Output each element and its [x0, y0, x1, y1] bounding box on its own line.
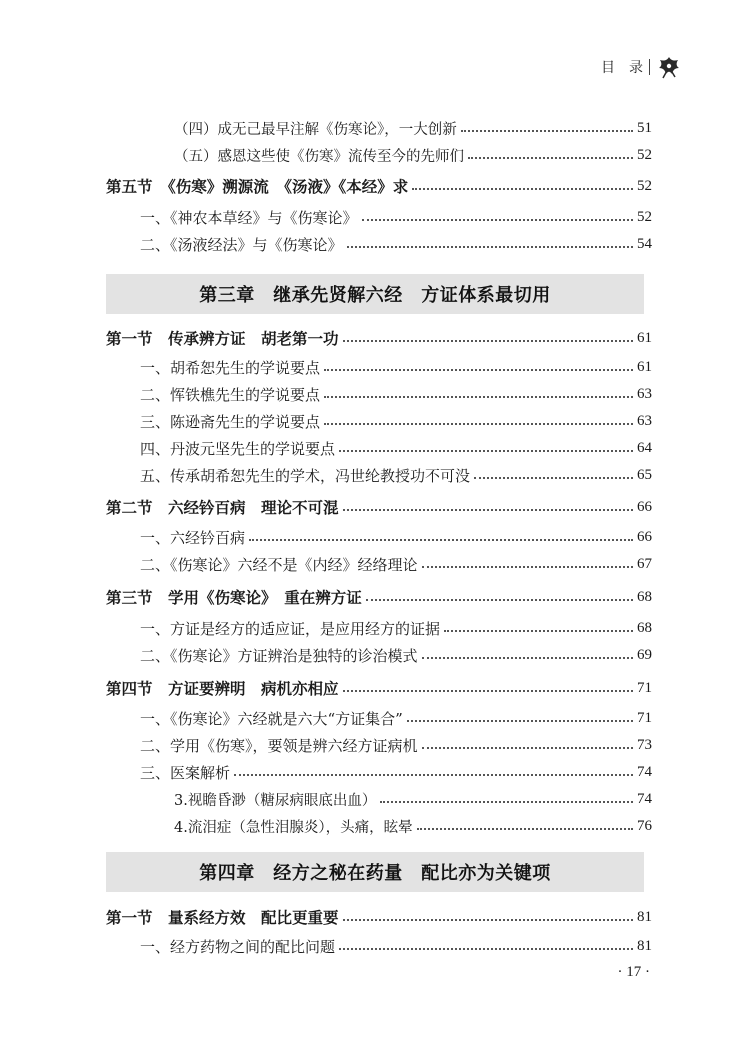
- toc-entry-title: 一、方证是经方的适应证，是应用经方的证据: [140, 619, 441, 638]
- toc-entry-page: 68: [637, 619, 652, 636]
- toc-item-entry[interactable]: [140, 759, 652, 785]
- toc-entry-page: 81: [637, 937, 652, 954]
- dot-leader: [343, 509, 633, 511]
- toc-item-entry[interactable]: [140, 354, 652, 380]
- dot-leader: [380, 801, 633, 803]
- toc-entry-page: 76: [637, 817, 652, 834]
- toc-entry-page: 61: [637, 358, 652, 375]
- toc-entry-title: 一、《神农本草经》与《伤寒论》: [140, 208, 358, 227]
- toc-entry-title: 二、恽铁樵先生的学说要点: [140, 385, 321, 404]
- dot-leader: [343, 919, 633, 921]
- toc-entry-page: 65: [637, 466, 652, 483]
- toc-entry-page: 52: [637, 146, 652, 163]
- toc-entry-title: （五）感恩这些使《伤寒》流传至今的先师们: [174, 148, 464, 165]
- toc-item-entry[interactable]: [140, 524, 652, 550]
- toc-section-entry[interactable]: [106, 494, 652, 520]
- running-header: [601, 52, 682, 82]
- toc-entry-title: 一、六经钤百病: [140, 528, 246, 547]
- toc-item-entry[interactable]: [140, 408, 652, 434]
- toc-entry-title: 二、《伤寒论》方证辨治是独特的诊治模式: [140, 646, 418, 665]
- toc-section-entry[interactable]: [106, 325, 652, 351]
- toc-entry-title: 一、《伤寒论》六经就是六大“方证集合”: [140, 709, 403, 728]
- toc-section-entry[interactable]: [106, 904, 652, 930]
- toc-subitem-entry[interactable]: [174, 786, 652, 812]
- toc-entry-page: 67: [637, 555, 652, 572]
- dot-leader: [339, 948, 633, 950]
- dot-leader: [474, 477, 633, 479]
- toc-entry-title: 第一节 量系经方效 配比更重要: [106, 909, 339, 927]
- toc-entry-page: 74: [637, 763, 652, 780]
- toc-entry-title: 二、学用《伤寒》，要领是辨六经方证病机: [140, 736, 418, 755]
- toc-entry-page: 66: [637, 528, 652, 545]
- toc-entry-page: 52: [637, 177, 652, 194]
- dot-leader: [422, 747, 633, 749]
- toc-entry-page: 73: [637, 736, 652, 753]
- toc-entry-page: 81: [637, 908, 652, 925]
- running-header-title: 目 录: [601, 60, 643, 76]
- dot-leader: [324, 396, 633, 398]
- flower-ornament-icon: [656, 54, 682, 80]
- toc-entry-title: 第二节 六经钤百病 理论不可混: [106, 499, 339, 517]
- toc-entry-title: 一、经方药物之间的配比问题: [140, 937, 336, 956]
- toc-entry-title: 三、陈逊斋先生的学说要点: [140, 412, 321, 431]
- toc-entry-page: 71: [637, 709, 652, 726]
- dot-leader: [343, 690, 633, 692]
- dot-leader: [249, 539, 633, 541]
- toc-item-entry[interactable]: [140, 435, 652, 461]
- toc-entry-title: 四、丹波元坚先生的学说要点: [140, 439, 336, 458]
- toc-entry-page: 54: [637, 235, 652, 252]
- dot-leader: [422, 657, 633, 659]
- toc-section-entry[interactable]: [106, 675, 652, 701]
- toc-entry-title: 五、传承胡希恕先生的学术，冯世纶教授功不可没: [140, 466, 471, 485]
- toc-section-entry[interactable]: [106, 584, 652, 610]
- toc-entry-title: 第四节 方证要辨明 病机亦相应: [106, 680, 339, 698]
- toc-item-entry[interactable]: [140, 551, 652, 577]
- toc-entry-title: 二、《汤液经法》与《伤寒论》: [140, 235, 343, 254]
- toc-entry-page: 69: [637, 646, 652, 663]
- dot-leader: [407, 720, 633, 722]
- dot-leader: [468, 157, 633, 159]
- dot-leader: [362, 219, 633, 221]
- toc-item-entry[interactable]: [140, 381, 652, 407]
- dot-leader: [417, 828, 633, 830]
- toc-item-entry[interactable]: [140, 231, 652, 257]
- dot-leader: [422, 566, 633, 568]
- dot-leader: [461, 130, 633, 132]
- toc-item-entry[interactable]: [140, 705, 652, 731]
- toc-entry-title: 3.视瞻昏渺（糖尿病眼底出血）: [174, 792, 377, 809]
- toc-item-entry[interactable]: [140, 642, 652, 668]
- toc-entry-page: 63: [637, 385, 652, 402]
- dot-leader: [412, 188, 633, 190]
- dot-leader: [339, 450, 633, 452]
- dot-leader: [234, 774, 633, 776]
- toc-entry-page: 66: [637, 498, 652, 515]
- toc-entry-title: （四）成无己最早注解《伤寒论》，一大创新: [174, 121, 457, 138]
- toc-entry-page: 74: [637, 790, 652, 807]
- toc-item-entry[interactable]: [140, 615, 652, 641]
- toc-entry-title: 三、医案解析: [140, 763, 231, 782]
- toc-entry-page: 61: [637, 329, 652, 346]
- toc-entry-page: 71: [637, 679, 652, 696]
- toc-subitem-entry[interactable]: [174, 115, 652, 141]
- toc-entry-title: 二、《伤寒论》六经不是《内经》经络理论: [140, 555, 418, 574]
- toc-entry-page: 52: [637, 208, 652, 225]
- toc-item-entry[interactable]: [140, 462, 652, 488]
- dot-leader: [343, 340, 633, 342]
- toc-entry-page: 51: [637, 119, 652, 136]
- toc-item-entry[interactable]: [140, 933, 652, 959]
- toc-item-entry[interactable]: [140, 204, 652, 230]
- dot-leader: [324, 369, 633, 371]
- toc-entry-page: 63: [637, 412, 652, 429]
- toc-subitem-entry[interactable]: [174, 813, 652, 839]
- toc-entry-title: 第五节 《伤寒》溯源流 《汤液》《本经》求: [106, 178, 409, 196]
- dot-leader: [444, 630, 633, 632]
- toc-subitem-entry[interactable]: [174, 142, 652, 168]
- toc-entry-title: 第三节 学用《伤寒论》 重在辨方证: [106, 589, 362, 607]
- page-number: · 17 ·: [617, 964, 650, 980]
- toc-entry-title: 第一节 传承辨方证 胡老第一功: [106, 330, 339, 348]
- toc-entry-title: 一、胡希恕先生的学说要点: [140, 358, 321, 377]
- dot-leader: [366, 599, 633, 601]
- header-divider: [649, 59, 650, 75]
- chapter-heading: 第三章 继承先贤解六经 方证体系最切用: [106, 274, 644, 314]
- toc-item-entry[interactable]: [140, 732, 652, 758]
- toc-section-entry[interactable]: [106, 173, 652, 199]
- dot-leader: [347, 246, 633, 248]
- dot-leader: [324, 423, 633, 425]
- toc-entry-page: 68: [637, 588, 652, 605]
- toc-entry-title: 4.流泪症（急性泪腺炎），头痛，眩晕: [174, 819, 413, 836]
- toc-entry-page: 64: [637, 439, 652, 456]
- chapter-heading: 第四章 经方之秘在药量 配比亦为关键项: [106, 852, 644, 892]
